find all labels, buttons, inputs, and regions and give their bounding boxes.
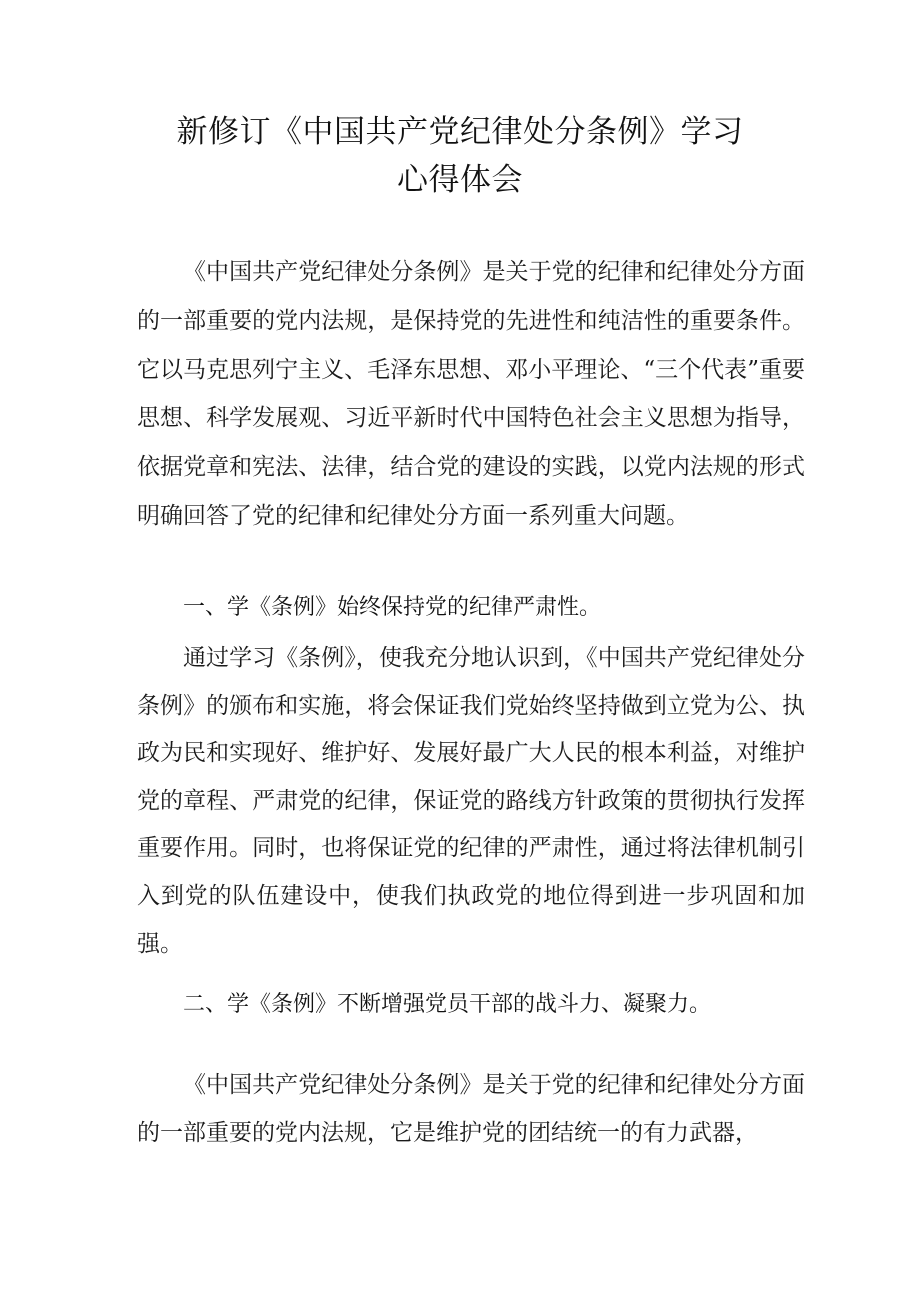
section-heading-2: 二、学《条例》不断增强党员干部的战斗力、凝聚力。 (183, 992, 712, 1017)
paragraph-intro: 《中国共产党纪律处分条例》是关于党的纪律和纪律处分方面的一部重要的党内法规，是保持党的先进性和纯洁性的重要条件。它以马克思列宁主义、毛泽东思想、邓小平理论、“三个代表”重要思想、科学发展观、习近平新时代中国特色社会主义思想为指导，依据党章和宪法、法律，结合党的建设的实践，以党内法规的形式明确回答了党的纪律和纪律处分方面一系列重大问题。 (137, 259, 805, 529)
paragraph-section-1: 通过学习《条例》，使我充分地认识到，《中国共产党纪律处分条例》的颁布和实施，将会保证我们党始终坚持做到立党为公、执政为民和实现好、维护好、发展好最广大人民的根本利益，对维护党的章程、严肃党的纪律，保证党的路线方针政策的贯彻执行发挥重要作用。同时，也将保证党的纪律的严肃性，通过将法律机制引入到党的队伍建设中，使我们执政党的地位得到进一步巩固和加强。 (137, 645, 805, 957)
document-title-line-2: 心得体会 (397, 162, 523, 198)
section-heading-1: 一、学《条例》始终保持党的纪律严肃性。 (183, 595, 602, 620)
paragraph-section-2: 《中国共产党纪律处分条例》是关于党的纪律和纪律处分方面的一部重要的党内法规，它是维护党的团结统一的有力武器， (137, 1072, 805, 1146)
document-title-line-1: 新修订《中国共产党纪律处分条例》学习 (176, 114, 744, 150)
